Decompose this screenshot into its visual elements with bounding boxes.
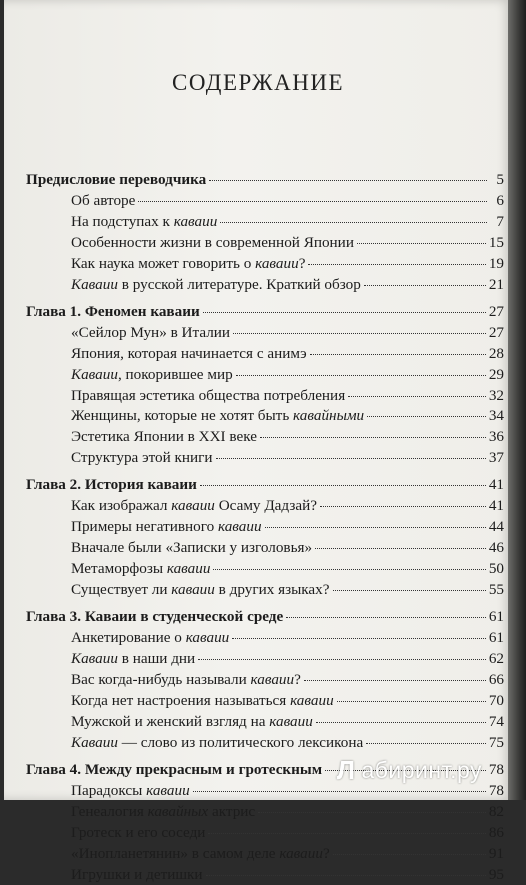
dot-leader [203, 311, 486, 313]
dot-leader [258, 811, 486, 813]
toc-page-number: 37 [489, 448, 504, 469]
toc-title-italic: каваии [171, 581, 215, 598]
toc-page-number: 41 [489, 496, 504, 517]
dot-leader [308, 263, 485, 265]
dot-leader [206, 874, 486, 876]
dot-leader [357, 242, 486, 244]
toc-title-text: — слово из политического лексикона [118, 734, 363, 751]
toc-title-text: Генеалогия [71, 803, 148, 820]
dot-leader [286, 616, 486, 618]
dot-leader [138, 200, 487, 202]
dot-leader [315, 547, 486, 549]
toc-title-text: Метаморфозы [71, 560, 167, 577]
toc-title-italic: каваии [290, 692, 334, 709]
toc-page-number: 21 [489, 275, 504, 296]
toc-page-number: 91 [489, 844, 504, 865]
toc-title-italic: кавайными [293, 407, 364, 424]
toc-section-entry [26, 365, 504, 386]
toc-page-number: 46 [489, 538, 504, 559]
toc-title-text: Вначале были «Записки у изголовья» [71, 539, 312, 556]
toc-title-italic: каваии [269, 713, 313, 730]
toc-section-entry [26, 712, 504, 733]
toc-section-entry [26, 628, 504, 649]
toc-entry-title [71, 670, 301, 691]
toc-title-text: Как наука может говорить о [71, 255, 255, 272]
toc-page-number: 44 [489, 517, 504, 538]
toc-entry-title [71, 865, 203, 885]
toc-entry-title [71, 427, 257, 448]
page-title: СОДЕРЖАНИЕ [4, 70, 512, 96]
toc-page-number: 78 [489, 760, 504, 781]
toc-page-number: 36 [489, 427, 504, 448]
toc-entry-title [71, 802, 255, 823]
toc-entry-title [71, 580, 330, 601]
dot-leader [367, 415, 486, 417]
toc-section-entry [26, 865, 504, 885]
toc-section-entry [26, 275, 504, 296]
toc-title-text: Существует ли [71, 581, 171, 598]
dot-leader [209, 179, 487, 181]
toc-page-number: 74 [489, 712, 504, 733]
dot-leader [208, 832, 485, 834]
toc-title-text: ? [299, 255, 306, 272]
dot-leader [310, 353, 486, 355]
toc-title-italic: каваии [186, 629, 230, 646]
toc-title-italic: Каваии [71, 366, 118, 383]
toc-page-number: 61 [489, 607, 504, 628]
toc-entry-title [71, 448, 213, 469]
dot-leader [316, 721, 486, 723]
dot-leader [265, 526, 486, 528]
toc-entry-title [71, 406, 364, 427]
toc-title-text: Глава 1. Феномен каваии [26, 303, 200, 320]
dot-leader [304, 679, 486, 681]
toc-page-number: 27 [489, 323, 504, 344]
dot-leader [236, 374, 486, 376]
toc-page-number: 19 [489, 254, 504, 275]
toc-page-number: 7 [490, 212, 504, 233]
toc-entry-title [71, 254, 305, 275]
dot-leader [333, 853, 486, 855]
toc-title-text: в русской литературе. Краткий обзор [118, 276, 361, 293]
toc-entry-title [71, 538, 312, 559]
dot-leader [216, 457, 486, 459]
toc-entry-title [26, 302, 200, 323]
toc-title-text: Эстетика Японии в XXI веке [71, 428, 257, 445]
toc-page-number: 95 [489, 865, 504, 885]
toc-page-number: 66 [489, 670, 504, 691]
dot-leader [232, 637, 486, 639]
toc-entry-title [71, 191, 135, 212]
toc-page-number: 75 [489, 733, 504, 754]
dot-leader [333, 589, 486, 591]
toc-entry-title [71, 691, 334, 712]
toc-entry-title [26, 607, 283, 628]
toc-entry-title [26, 760, 322, 781]
toc-title-text: в других языках? [215, 581, 330, 598]
toc-title-text: Структура этой книги [71, 449, 213, 466]
toc-title-text: Парадоксы [71, 782, 146, 799]
toc-entry-title [71, 386, 345, 407]
toc-section-entry [26, 344, 504, 365]
toc-page-number: 27 [489, 302, 504, 323]
toc-section-entry [26, 580, 504, 601]
toc-chapter-entry [26, 170, 504, 191]
toc-title-italic: каваии [174, 213, 218, 230]
toc-chapter-entry [26, 302, 504, 323]
toc-title-text: Гротеск и его соседи [71, 824, 205, 841]
toc-entry-title [71, 733, 363, 754]
toc-entry-title [71, 517, 262, 538]
toc-entry-title [26, 170, 206, 191]
toc-entry-title [71, 323, 230, 344]
toc-page-number: 70 [489, 691, 504, 712]
toc-chapter-entry [26, 607, 504, 628]
toc-title-italic: каваии [279, 845, 323, 862]
toc-title-text: , покорившее мир [118, 366, 233, 383]
toc-section-entry [26, 254, 504, 275]
toc-title-italic: кавайных [148, 803, 209, 820]
toc-page-number: 55 [489, 580, 504, 601]
toc-title-text: Примеры негативного [71, 518, 218, 535]
toc-chapter-entry [26, 475, 504, 496]
toc-section-entry [26, 386, 504, 407]
toc-section-entry [26, 496, 504, 517]
toc-title-italic: Каваии [71, 276, 118, 293]
dot-leader [213, 568, 485, 570]
toc-section-entry [26, 823, 504, 844]
toc-section-entry [26, 323, 504, 344]
toc-title-text: в наши дни [118, 650, 195, 667]
toc-title-text: Особенности жизни в современной Японии [71, 234, 354, 251]
dot-leader [200, 484, 486, 486]
toc-title-text: Осаму Дадзай? [215, 497, 317, 514]
watermark-logo [337, 755, 482, 786]
toc-title-text: актрис [208, 803, 255, 820]
toc-entry-title [71, 496, 317, 517]
toc-section-entry [26, 427, 504, 448]
toc-section-entry [26, 733, 504, 754]
toc-title-italic: каваии [171, 497, 215, 514]
dot-leader [193, 790, 486, 792]
toc-title-text: Глава 2. История каваии [26, 476, 197, 493]
toc-title-italic: Каваии [71, 650, 118, 667]
toc-section-entry [26, 406, 504, 427]
toc-entry-title [71, 233, 354, 254]
toc-title-text: На подступах к [71, 213, 174, 230]
toc-section-entry [26, 559, 504, 580]
toc-section-entry [26, 649, 504, 670]
toc-title-text: ? [323, 845, 330, 862]
toc-page-number: 62 [489, 649, 504, 670]
toc-entry-title [71, 781, 190, 802]
toc-title-text: Женщины, которые не хотят быть [71, 407, 293, 424]
dot-leader [348, 395, 486, 397]
toc-section-entry [26, 802, 504, 823]
toc-entry-title [71, 844, 330, 865]
toc-title-italic: каваии [255, 255, 299, 272]
toc-page-number: 32 [489, 386, 504, 407]
dot-leader [198, 658, 486, 660]
toc-title-italic: каваии [218, 518, 262, 535]
toc-title-text: Об авторе [71, 192, 135, 209]
toc-title-italic: каваии [146, 782, 190, 799]
toc-entry-title [71, 559, 210, 580]
toc-title-italic: каваии [251, 671, 295, 688]
toc-section-entry [26, 670, 504, 691]
toc-entry-title [71, 628, 229, 649]
watermark-text: абиринт.ру [361, 757, 482, 784]
toc-entry-title [71, 344, 307, 365]
toc-title-italic: Каваии [71, 734, 118, 751]
toc-section-entry [26, 448, 504, 469]
toc-entry-title [71, 365, 233, 386]
toc-section-entry [26, 844, 504, 865]
toc-section-entry [26, 191, 504, 212]
toc-title-text: Глава 4. Между прекрасным и гротескным [26, 761, 322, 778]
toc-title-text: Как изображал [71, 497, 171, 514]
toc-page-number: 78 [489, 781, 504, 802]
toc-section-entry [26, 691, 504, 712]
toc-section-entry [26, 233, 504, 254]
dot-leader [364, 284, 486, 286]
toc-title-text: Вас когда-нибудь называли [71, 671, 251, 688]
toc-title-text: Игрушки и детишки [71, 866, 203, 883]
dot-leader [320, 505, 486, 507]
toc-page-number: 41 [489, 475, 504, 496]
toc-entry-title [71, 212, 217, 233]
toc-page-number: 5 [490, 170, 504, 191]
toc-title-italic: каваии [167, 560, 211, 577]
toc-entry-title [71, 649, 195, 670]
toc-page-number: 50 [489, 559, 504, 580]
toc-section-entry [26, 212, 504, 233]
dot-leader [366, 742, 486, 744]
toc-page-number: 15 [489, 233, 504, 254]
toc-entry-title [71, 823, 205, 844]
toc-page-number: 34 [489, 406, 504, 427]
toc-page-number: 29 [489, 365, 504, 386]
dot-leader [233, 332, 486, 334]
toc-title-text: «Сейлор Мун» в Италии [71, 324, 230, 341]
toc-entry-title [71, 712, 313, 733]
dot-leader [220, 221, 487, 223]
toc-page-number: 82 [489, 802, 504, 823]
toc-page-number: 61 [489, 628, 504, 649]
toc-title-text: «Инопланетянин» в самом деле [71, 845, 279, 862]
toc-page-number: 28 [489, 344, 504, 365]
toc-entry-title [71, 275, 361, 296]
toc-title-text: Япония, которая начинается с анимэ [71, 345, 307, 362]
toc-title-text: ? [294, 671, 301, 688]
page-edge [508, 0, 526, 800]
toc-title-text: Анкетирование о [71, 629, 186, 646]
toc-title-text: Когда нет настроения называться [71, 692, 290, 709]
dot-leader [337, 700, 486, 702]
toc-title-text: Глава 3. Каваии в студенческой среде [26, 608, 283, 625]
toc-section-entry [26, 517, 504, 538]
toc-entry-title [26, 475, 197, 496]
toc-page-number: 86 [489, 823, 504, 844]
toc-title-text: Мужской и женский взгляд на [71, 713, 269, 730]
labirint-logo-icon: Л [337, 755, 356, 786]
toc-page-number: 6 [490, 191, 504, 212]
toc-section-entry [26, 538, 504, 559]
dot-leader [260, 436, 486, 438]
toc-title-text: Правящая эстетика общества потребления [71, 387, 345, 404]
toc-title-text: Предисловие переводчика [26, 171, 206, 188]
book-page [4, 0, 512, 800]
